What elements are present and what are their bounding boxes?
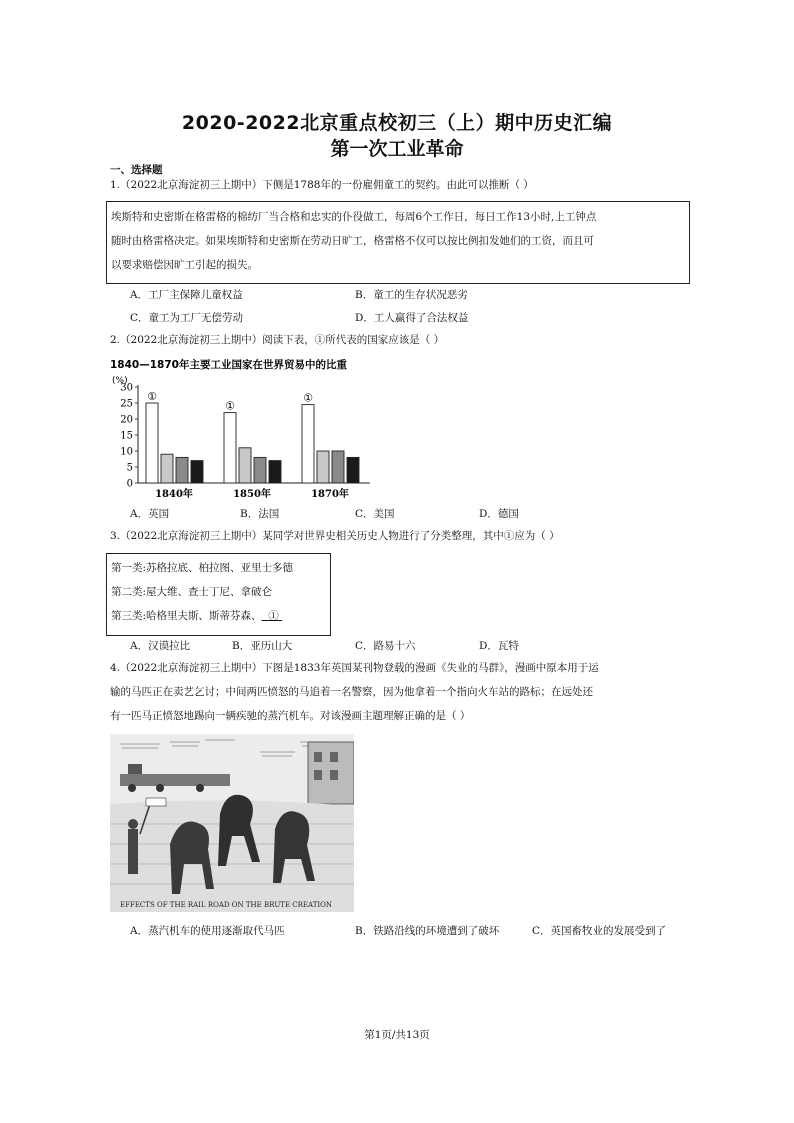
q3-option-c: C．路易十六 bbox=[355, 640, 416, 652]
q2-option-d: D．德国 bbox=[479, 508, 519, 520]
bar bbox=[302, 405, 314, 483]
x-category-label: 1870年 bbox=[311, 489, 349, 500]
x-category-label: 1850年 bbox=[233, 489, 271, 500]
question-2-stem: 2.（2022北京海淀初三上期中）阅读下表，①所代表的国家应该是（ ） bbox=[110, 334, 445, 346]
bar-chart-svg bbox=[108, 356, 378, 501]
bar bbox=[269, 461, 281, 483]
bar bbox=[239, 448, 251, 483]
contract-line: 以要求赔偿因旷工引起的损失。 bbox=[111, 259, 258, 271]
bar bbox=[161, 454, 173, 483]
y-tick-label: 25 bbox=[120, 398, 133, 410]
q3-option-b: B．亚历山大 bbox=[232, 640, 293, 652]
bar bbox=[317, 451, 329, 483]
bar-marker-label: ① bbox=[303, 391, 313, 405]
q4-option-b: B．铁路沿线的环境遭到了破坏 bbox=[355, 925, 500, 937]
question-4-stem-line: 4.（2022北京海淀初三上期中）下图是1833年英国某刊物登载的漫画《失业的马群》，漫画中原本用于运 bbox=[110, 662, 599, 674]
q1-option-c: C．童工为工厂无偿劳动 bbox=[130, 312, 244, 324]
y-tick-label: 20 bbox=[120, 414, 133, 426]
trade-share-chart bbox=[108, 356, 378, 501]
bar-marker-label: ① bbox=[147, 390, 157, 403]
document-subtitle: 第一次工业革命 bbox=[330, 138, 464, 160]
question-1-stem: 1.（2022北京海淀初三上期中）下侧是1788年的一份雇佣童工的契约。由此可以推断（ ） bbox=[110, 179, 534, 191]
q2-option-a: A．英国 bbox=[130, 508, 170, 520]
y-tick-label: 15 bbox=[120, 430, 133, 442]
y-axis-label: (%) bbox=[112, 376, 128, 386]
q1-option-b: B．童工的生存状况恶劣 bbox=[355, 289, 468, 301]
classification-line: 第一类:苏格拉底、柏拉图、亚里士多德 bbox=[111, 562, 294, 574]
question-4-stem-line: 输的马匹正在卖艺乞讨；中间两匹愤怒的马追着一名警察，因为他拿着一个指向火车站的路标；在远处还 bbox=[110, 686, 593, 698]
section-heading: 一、选择题 bbox=[110, 164, 163, 176]
classification-line: 第二类:屋大维、查士丁尼、拿破仑 bbox=[111, 586, 273, 598]
document-title: 2020-2022北京重点校初三（上）期中历史汇编 bbox=[181, 112, 613, 134]
x-category-label: 1840年 bbox=[155, 489, 193, 500]
q1-option-d: D．工人赢得了合法权益 bbox=[355, 312, 469, 324]
q3-option-a: A．汉谟拉比 bbox=[130, 640, 191, 652]
cartoon-illustration bbox=[110, 734, 354, 912]
question-4-stem-line: 有一匹马正愤怒地踢向一辆疾驰的蒸汽机车。对该漫画主题理解正确的是（ ） bbox=[110, 710, 471, 722]
cartoon-caption: EFFECTS OF THE RAIL ROAD ON THE BRUTE CREATION bbox=[120, 901, 332, 909]
bar bbox=[191, 461, 203, 483]
page-footer: 第1页/共13页 bbox=[364, 1029, 430, 1041]
bar bbox=[224, 413, 236, 483]
question-1-contract-box bbox=[106, 201, 690, 284]
q1-option-a: A．工厂主保障儿童权益 bbox=[130, 289, 243, 301]
q4-option-c: C．英国畜牧业的发展受到了 bbox=[532, 925, 667, 937]
contract-line: 埃斯特和史密斯在格雷格的棉纺厂当合格和忠实的仆役做工，每周6个工作日，每日工作13小时,上工钟点 bbox=[111, 211, 597, 223]
bar bbox=[254, 457, 266, 483]
y-tick-label: 5 bbox=[126, 462, 133, 474]
chart-title: 1840—1870年主要工业国家在世界贸易中的比重 bbox=[110, 359, 347, 371]
contract-line: 随时由格雷格决定。如果埃斯特和史密斯在劳动日旷工，格雷格不仅可以按比例扣发她们的工资，而且可 bbox=[111, 235, 594, 247]
q2-option-c: C．美国 bbox=[355, 508, 395, 520]
bar bbox=[347, 457, 359, 483]
y-tick-label: 30 bbox=[120, 382, 133, 394]
y-tick-label: 10 bbox=[120, 446, 133, 458]
bar bbox=[176, 457, 188, 483]
bar-marker-label: ① bbox=[225, 399, 235, 413]
bar bbox=[332, 451, 344, 483]
question-3-classification-box bbox=[106, 553, 331, 636]
cartoon-image bbox=[110, 734, 354, 912]
q4-option-a: A．蒸汽机车的使用逐渐取代马匹 bbox=[130, 925, 285, 937]
classification-line: 第三类:哈格里夫斯、斯蒂芬森、 ① bbox=[111, 610, 279, 622]
q2-option-b: B．法国 bbox=[240, 508, 280, 520]
question-3-stem: 3.（2022北京海淀初三上期中）某同学对世界史相关历史人物进行了分类整理，其中①应为（ ） bbox=[110, 530, 560, 542]
bar bbox=[146, 403, 158, 483]
blank-marker: ① bbox=[268, 610, 279, 622]
q3-option-d: D．瓦特 bbox=[479, 640, 519, 652]
y-tick-label: 0 bbox=[126, 478, 133, 490]
